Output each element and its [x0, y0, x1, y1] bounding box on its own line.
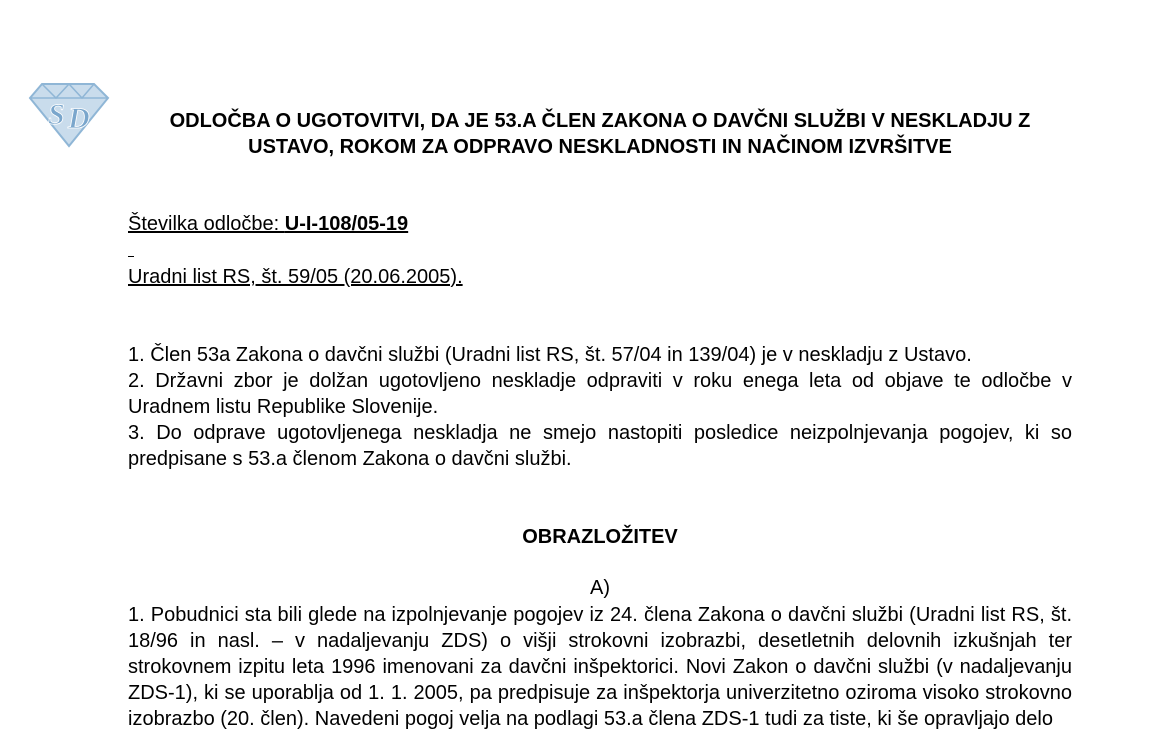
sd-logo-icon [28, 80, 110, 148]
decision-number [128, 211, 408, 237]
svg-text:S: S [48, 98, 65, 131]
section-a-label: A) [590, 577, 610, 599]
operative-point: 3. Do odprave ugotovljenega neskladja ne smejo nastopiti posledice neizpolnjevanja pogojev, ki so predpisane s 53.a členom Zakona o davčni službi. [128, 422, 1072, 470]
operative-point: 1. Člen 53a Zakona o davčni službi (Uradni list RS, št. 57/04 in 139/04) je v neskladju z Ustavo. [128, 344, 972, 366]
reasoning-heading: OBRAZLOŽITEV [522, 526, 678, 548]
operative-points [128, 342, 1072, 472]
document-title: ODLOČBA O UGOTOVITVI, DA JE 53.A ČLEN ZAKONA O DAVČNI SLUŽBI V NESKLADJU Z USTAVO, ROKOM ZA ODPRAVO NESKLADNOSTI IN NAČINOM IZVRŠITVE [169, 110, 1031, 158]
paragraph-text: 1. Pobudnici sta bili glede na izpolnjevanje pogojev iz 24. člena Zakona o davčni službi (Uradni list RS, št. 18/96 in nasl. – v nadaljevanju ZDS) o višji strokovni izobrazbi, desetletnih delovnih izkušnjah ter strokovnem izpitu leta 1996 imenovani za davčni inšpektorici. Novi Zakon o davčni službi (v nadaljevanju ZDS-1), ki se uporablja od 1. 1. 2005, pa predpisuje za inšpektorja univerzitetno oziroma visoko strokovno izobrazbo (20. člen). Navedeni pogoj velja na podlagi 53.a člena ZDS-1 tudi za tiste, ki še opravljajo delo [128, 604, 1072, 730]
svg-text:D: D [68, 102, 90, 135]
underline-stub [128, 256, 134, 257]
operative-point: 2. Državni zbor je dolžan ugotovljeno neskladje odpraviti v roku enega leta od objave te odločbe v Uradnem listu Republike Slovenije. [128, 370, 1072, 418]
reasoning-paragraph [128, 602, 1072, 732]
decision-number-value: U-I-108/05-19 [284, 213, 409, 235]
decision-number-label: Številka odločbe: [128, 213, 285, 235]
gazette-reference: Uradni list RS, št. 59/05 (20.06.2005). [128, 266, 463, 288]
